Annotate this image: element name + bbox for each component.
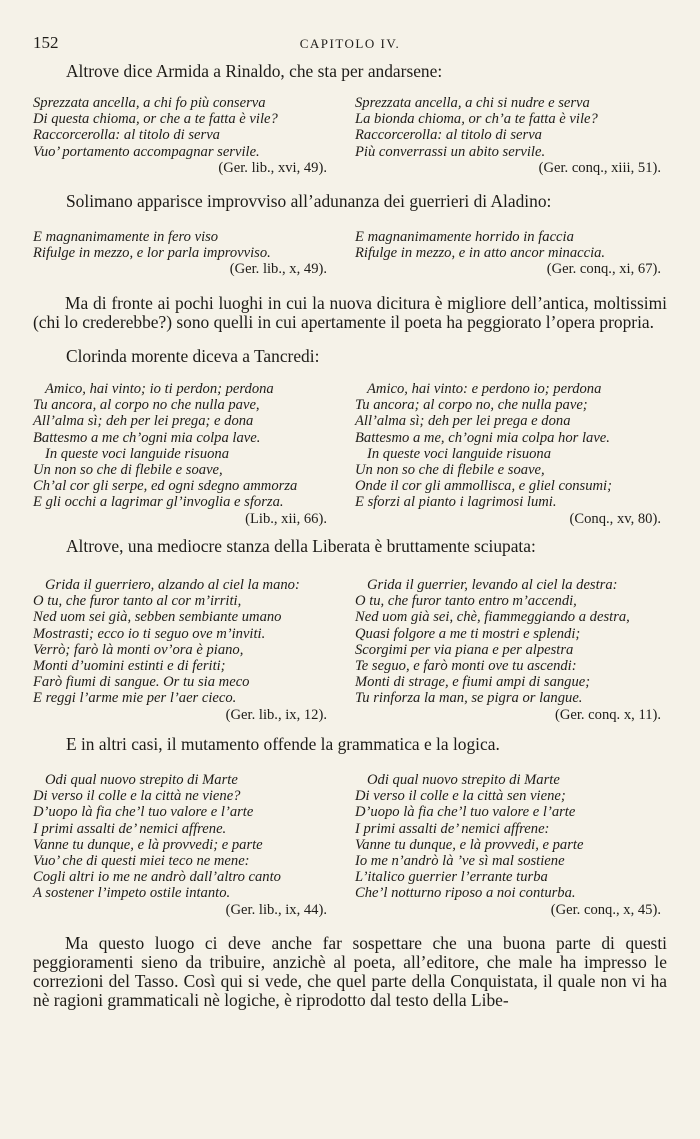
verse-line: Tu ancora, al corpo no che nulla pave, <box>33 397 260 414</box>
verse-line: D’uopo là fia che’l tuo valore e l’arte <box>355 804 576 821</box>
verse-line: In queste voci languide risuona <box>45 445 230 462</box>
verse-line: E sforzi al pianto i lagrimosi lumi. <box>355 494 557 511</box>
quote-1-left <box>33 95 333 176</box>
verse-line: Mostrasti; ecco io ti seguo ove m’inviti. <box>33 625 266 642</box>
verse-line: All’alma sì; deh per lei prega e dona <box>355 413 571 430</box>
quote-2-left <box>33 229 333 278</box>
verse-line: Quasi folgore a me ti mostri e splendi; <box>355 625 581 642</box>
citation: (Ger. conq., xi, 67). <box>546 261 661 278</box>
verse-line: Raccorcerolla: al titolo di serva <box>33 127 220 144</box>
verse-line: Verrò; farò là monti ov’ora è piano, <box>33 641 244 658</box>
citation: (Ger. lib., ix, 44). <box>225 901 327 918</box>
verse-line: Di verso il colle e la città sen viene; <box>355 788 566 805</box>
verse-line: Amico, hai vinto: e perdono io; perdona <box>367 381 602 397</box>
verse-line: Rifulge in mezzo, e lor parla improvviso. <box>33 245 271 262</box>
verse-line: In queste voci languide risuona <box>367 445 552 462</box>
verse-line: O tu, che furor tanto al cor m’irriti, <box>33 593 242 610</box>
verse-line: Un non so che di flebile e soave, <box>33 462 223 479</box>
quote-3-left <box>33 381 333 527</box>
verse-line: Te seguo, e farò monti ove tu ascendi: <box>355 658 577 675</box>
verse-line: I primi assalti de’ nemici affrene: <box>355 820 550 837</box>
verse-line: Vuo’ che di questi miei teco ne mene: <box>33 853 250 870</box>
verse-line: La bionda chioma, or ch’a te fatta è vile? <box>355 111 598 128</box>
verse-line: Farò fiumi di sangue. Or tu sia meco <box>33 674 250 691</box>
chapter-title: CAPITOLO IV. <box>299 36 401 51</box>
verse-line: Sprezzata ancella, a chi fo più conserva <box>33 95 266 111</box>
quote-2-right <box>355 229 667 278</box>
quote-3-right <box>355 381 667 527</box>
intro-clorinda: Clorinda morente diceva a Tancredi: <box>66 346 320 366</box>
verse-line: Onde il cor gli ammollisca, e gliel consumi; <box>355 478 612 495</box>
quote-5-left <box>33 772 333 918</box>
verse-line: All’alma sì; deh per lei prega; e dona <box>33 413 254 430</box>
intro-grammar: E in altri casi, il mutamento offende la grammatica e la logica. <box>66 734 500 754</box>
citation: (Ger. lib., ix, 12). <box>225 706 327 723</box>
verse-line: I primi assalti de’ nemici affrene. <box>33 820 227 837</box>
verse-line: Scorgimi per via piana e per alpestra <box>355 641 574 658</box>
verse-line: Tu ancora; al corpo no, che nulla pave; <box>355 397 588 414</box>
quote-5-right <box>355 772 667 918</box>
intro-liberata: Altrove, una mediocre stanza della Liberata è bruttamente sciupata: <box>66 536 536 556</box>
verse-line: Di verso il colle e la città ne viene? <box>33 788 241 805</box>
citation: (Ger. lib., xvi, 49). <box>218 159 327 176</box>
verse-line: L’italico guerrier l’errante turba <box>355 869 548 886</box>
verse-line: Di questa chioma, or che a te fatta è vile? <box>33 111 278 128</box>
quote-4-right <box>355 577 667 723</box>
verse-line: Vanne tu dunque, e là provvedi, e parte <box>355 836 584 853</box>
verse-line: Grida il guerrier, levando al ciel la destra: <box>367 577 618 593</box>
verse-line: Battesmo a me ch’ogni mia colpa lave. <box>33 429 261 446</box>
paragraph-comparison: Ma di fronte ai pochi luoghi in cui la nuova dicitura è migliore dell’antica, moltissimi (chi lo crederebbe?) sono quelli in cui apertamente il poeta ha peggiorato l’opera propria. <box>33 293 667 332</box>
verse-line: Che’l notturno riposo a noi conturba. <box>355 885 576 902</box>
citation: (Ger. conq., xiii, 51). <box>538 159 661 176</box>
verse-line: D’uopo là fia che’l tuo valore e l’arte <box>33 804 254 821</box>
verse-line: E reggi l’arme mie per l’aer cieco. <box>33 690 237 707</box>
citation: (Ger. lib., x, 49). <box>229 261 327 278</box>
verse-line: Io me n’andrò là ’ve sì mal sostiene <box>355 853 565 870</box>
quote-4-left <box>33 577 333 723</box>
verse-line: Odi qual nuovo strepito di Marte <box>367 772 560 788</box>
verse-line: E magnanimamente in fero viso <box>33 229 219 245</box>
verse-line: Tu rinforza la man, se pigra or langue. <box>355 690 583 707</box>
running-header <box>33 33 667 53</box>
verse-line: Rifulge in mezzo, e in atto ancor minaccia. <box>355 245 606 262</box>
verse-line: Cogli altri io me ne andrò dall’altro canto <box>33 869 281 886</box>
citation: (Ger. conq. x, 11). <box>554 706 661 723</box>
verse-line: Raccorcerolla: al titolo di serva <box>355 127 542 144</box>
verse-line: O tu, che furor tanto entro m’accendi, <box>355 593 577 610</box>
verse-line: Amico, hai vinto; io ti perdon; perdona <box>45 381 274 397</box>
verse-line: Vuo’ portamento accompagnar servile. <box>33 143 260 160</box>
verse-line: Monti d’uomini estinti e di feriti; <box>33 658 226 675</box>
citation: (Lib., xii, 66). <box>245 510 327 527</box>
verse-line: Un non so che di flebile e soave, <box>355 462 545 479</box>
quote-1-right <box>355 95 667 176</box>
verse-line: Ch’al cor gli serpe, ed ogni sdegno ammorza <box>33 478 298 495</box>
verse-line: Più converrassi un abito servile. <box>355 143 546 160</box>
intro-armida: Altrove dice Armida a Rinaldo, che sta per andarsene: <box>66 61 443 81</box>
verse-line: Grida il guerriero, alzando al ciel la mano: <box>45 577 300 593</box>
verse-line: Ned uom già sei, chè, fiammeggiando a destra, <box>355 609 630 626</box>
page-number: 152 <box>33 33 59 52</box>
verse-line: Monti di strage, e fiumi ampi di sangue; <box>355 674 591 691</box>
verse-line: Vanne tu dunque, e là provvedi; e parte <box>33 836 263 853</box>
verse-line: A sostener l’impeto ostile intanto. <box>33 885 231 902</box>
intro-solimano: Solimano apparisce improvviso all’adunanza dei guerrieri di Aladino: <box>66 191 552 211</box>
verse-line: Ned uom sei già, sebben sembiante umano <box>33 609 282 626</box>
citation: (Conq., xv, 80). <box>569 510 661 527</box>
citation: (Ger. conq., x, 45). <box>550 901 661 918</box>
verse-line: Odi qual nuovo strepito di Marte <box>45 772 238 788</box>
verse-line: Battesmo a me, ch’ogni mia colpa hor lave. <box>355 429 610 446</box>
verse-line: Sprezzata ancella, a chi si nudre e serva <box>355 95 590 111</box>
verse-line: E gli occhi a lagrimar gl’invoglia e sforza. <box>33 494 284 511</box>
verse-line: E magnanimamente horrido in faccia <box>355 229 574 245</box>
paragraph-editor: Ma questo luogo ci deve anche far sospettare che una buona parte di questi peggioramenti sieno da tribuire, anzichè al poeta, all’editore, che male ha impresso le correzioni del Tasso. Così qui si vede, che quel parte della Conquistata, il quale non vi ha nè ragioni grammaticali nè logiche, è riprodotto dal testo della Libe- <box>33 933 667 1010</box>
